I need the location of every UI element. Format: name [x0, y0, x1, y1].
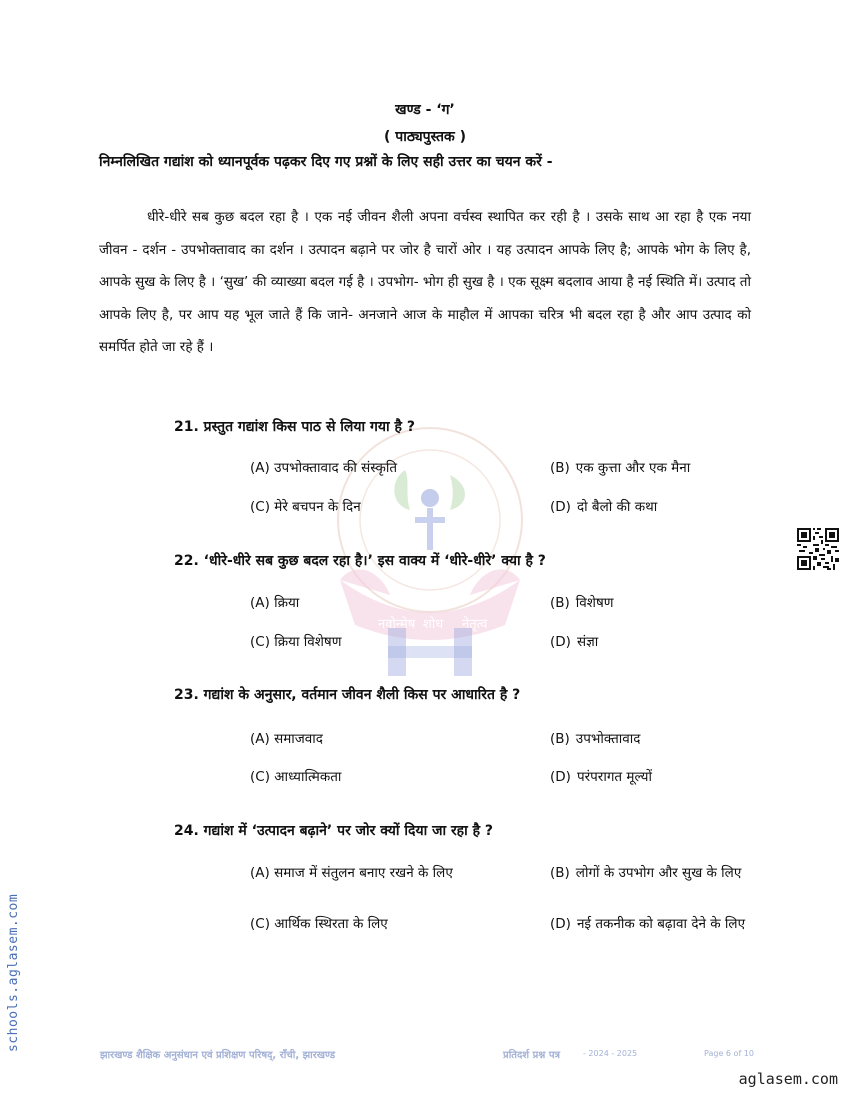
question-24: 24. गद्यांश में ‘उत्पादन बढ़ाने’ पर जोर क्यों दिया जा रहा है ? — [174, 823, 494, 839]
q23-option-b[interactable]: (B) उपभोक्तावाद — [550, 731, 641, 747]
section-title: खण्ड - ‘ग’ — [395, 102, 455, 118]
section-subtitle: ( पाठ्यपुस्तक ) — [383, 129, 467, 145]
footer-paper-title: प्रतिदर्श प्रश्न पत्र — [503, 1050, 561, 1061]
q24-option-b[interactable]: (B) लोगों के उपभोग और सुख के लिए — [550, 865, 742, 881]
q24-option-d[interactable]: (D) नई तकनीक को बढ़ावा देने के लिए — [550, 916, 746, 932]
q22-option-b[interactable]: (B) विशेषण — [550, 595, 614, 611]
q21-option-a[interactable]: (A) उपभोक्तावाद की संस्कृति — [250, 460, 398, 476]
q23-option-d[interactable]: (D) परंपरागत मूल्यों — [550, 769, 652, 785]
footer-org: झारखण्ड शैक्षिक अनुसंधान एवं प्रशिक्षण परिषद्, राँची, झारखण्ड — [100, 1050, 336, 1061]
q22-option-d[interactable]: (D) संज्ञा — [550, 634, 599, 650]
qr-code-icon[interactable] — [797, 528, 839, 570]
corner-site-url: aglasem.com — [738, 1070, 838, 1088]
q21-option-b[interactable]: (B) एक कुत्ता और एक मैना — [550, 460, 691, 476]
question-23: 23. गद्यांश के अनुसार, वर्तमान जीवन शैली किस पर आधारित है ? — [174, 687, 521, 703]
side-site-url: schools.aglasem.com — [6, 893, 21, 1052]
q22-option-c[interactable]: (C) क्रिया विशेषण — [250, 634, 342, 650]
question-21: 21. प्रस्तुत गद्यांश किस पाठ से लिया गया है ? — [174, 419, 415, 435]
q23-option-a[interactable]: (A) समाजवाद — [250, 731, 323, 747]
footer-year: - 2024 - 2025 — [583, 1049, 638, 1058]
footer-page-number: Page 6 of 10 — [704, 1049, 754, 1058]
watermark-word-2: शोध — [423, 617, 444, 632]
passage — [99, 201, 751, 364]
q21-option-c[interactable]: (C) मेरे बचपन के दिन — [250, 499, 361, 515]
watermark-word-3: नेतृत्व — [462, 617, 488, 632]
q23-option-c[interactable]: (C) आध्यात्मिकता — [250, 769, 342, 785]
q24-option-a[interactable]: (A) समाज में संतुलन बनाए रखने के लिए — [250, 865, 453, 881]
q22-option-a[interactable]: (A) क्रिया — [250, 595, 300, 611]
q24-option-c[interactable]: (C) आर्थिक स्थिरता के लिए — [250, 916, 388, 932]
passage-text: धीरे-धीरे सब कुछ बदल रहा है । एक नई जीवन शैली अपना वर्चस्व स्थापित कर रही है । उसके साथ आ रहा है एक नया जीवन - दर्शन - उपभोक्तावाद का दर्शन । उत्पादन बढ़ाने पर जोर है चारों ओर । यह उत्पादन आपके लिए है; आपके भोग के लिए है, आपके सुख के लिए है । ‘सुख’ की व्याख्या बदल गई है । उपभोग- भोग ही सुख है । एक सूक्ष्म बदलाव आया है नई स्थिति में। उत्पाद तो आपके लिए है, पर आप यह भूल जाते हैं कि जाने- अनजाने आज के माहौल में आपका चरित्र भी बदल रहा है और आप उत्पाद को समर्पित होते जा रहे हैं । — [99, 209, 751, 355]
instruction-text: निम्नलिखित गद्यांश को ध्यानपूर्वक पढ़कर दिए गए प्रश्नों के लिए सही उत्तर का चयन करें - — [99, 154, 553, 170]
watermark-word-1: नवोन्मेष — [378, 617, 416, 632]
q21-option-d[interactable]: (D) दो बैलो की कथा — [550, 499, 658, 515]
question-22: 22. ‘धीरे-धीरे सब कुछ बदल रहा है।’ इस वाक्य में ‘धीरे-धीरे’ क्या है ? — [174, 553, 546, 569]
